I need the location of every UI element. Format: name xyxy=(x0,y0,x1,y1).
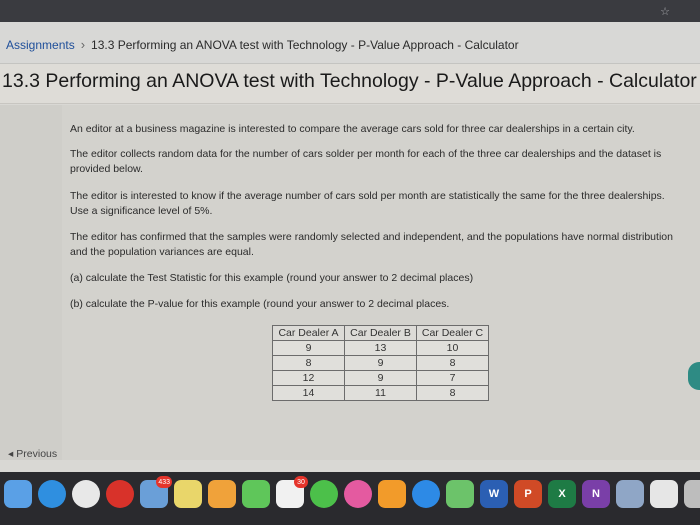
photos-app-icon xyxy=(650,480,678,508)
problem-assumptions-text: The editor has confirmed that the samples were randomly selected and independent, and the populations have normal distribution and the population variances are equal. xyxy=(70,231,673,258)
dock-item-calendar[interactable] xyxy=(276,480,304,508)
dock-item-preview[interactable] xyxy=(616,480,644,508)
table-cell: 12 xyxy=(273,371,345,386)
preview-icon xyxy=(616,480,644,508)
dock-item-trash[interactable] xyxy=(684,480,700,508)
finder-icon xyxy=(4,480,32,508)
table-cell: 9 xyxy=(345,356,417,371)
question-a-text: (a) calculate the Test Statistic for this example (round your answer to 2 decimal places) xyxy=(70,272,474,284)
table-cell: 8 xyxy=(417,356,489,371)
dock-item-mail[interactable] xyxy=(140,480,168,508)
dock-item-itunes[interactable] xyxy=(344,480,372,508)
itunes-icon xyxy=(344,480,372,508)
dock-item-facetime[interactable] xyxy=(310,480,338,508)
breadcrumb-bar xyxy=(0,22,700,64)
safari-icon xyxy=(38,480,66,508)
table-cell: 8 xyxy=(417,386,489,401)
trash-icon xyxy=(684,480,700,508)
dock-item-chrome[interactable] xyxy=(72,480,100,508)
dock-item-photos[interactable] xyxy=(208,480,236,508)
messages-icon xyxy=(242,480,270,508)
dock-badge: 433 xyxy=(156,476,172,488)
app-store-icon xyxy=(412,480,440,508)
dock-item-notes[interactable] xyxy=(174,480,202,508)
problem-question-text: The editor is interested to know if the average number of cars sold per month are statistically the same for the three dealerships. Use a significance level of 5%. xyxy=(70,190,665,217)
dock-item-maps[interactable] xyxy=(446,480,474,508)
breadcrumb-current: 13.3 Performing an ANOVA test with Technology - P-Value Approach - Calculator xyxy=(91,37,519,52)
ibooks-icon xyxy=(378,480,406,508)
dock-item-safari[interactable] xyxy=(38,480,66,508)
previous-label: Previous xyxy=(16,448,58,460)
question-b-text: (b) calculate the P-value for this example (round your answer to 2 decimal places. xyxy=(70,298,450,310)
title-bar xyxy=(0,64,700,104)
dock-item-finder[interactable] xyxy=(4,480,32,508)
notes-icon xyxy=(174,480,202,508)
table-row xyxy=(273,371,489,386)
breadcrumb-separator: › xyxy=(80,37,86,52)
opera-icon xyxy=(106,480,134,508)
table-row xyxy=(273,341,489,356)
problem-data-text: The editor collects random data for the number of cars solder per month for each of the three car dealerships and the dataset is provided below. xyxy=(70,148,662,175)
table-row xyxy=(273,386,489,401)
table-cell: 10 xyxy=(417,341,489,356)
table-cell: 8 xyxy=(273,356,345,371)
table-cell: 9 xyxy=(345,371,417,386)
dock-item-excel[interactable] xyxy=(548,480,576,508)
table-cell: 7 xyxy=(417,371,489,386)
table-cell: 14 xyxy=(273,386,345,401)
dock-item-photos-app[interactable] xyxy=(650,480,678,508)
table-cell: 11 xyxy=(345,386,417,401)
table-cell: 9 xyxy=(273,341,345,356)
table-row xyxy=(273,356,489,371)
dock-shelf xyxy=(0,476,700,512)
dock-badge: 30 xyxy=(294,476,308,488)
page-title: 13.3 Performing an ANOVA test with Technology - P-Value Approach - Calculator xyxy=(2,70,697,92)
powerpoint-icon: P xyxy=(514,480,542,508)
breadcrumb xyxy=(6,37,519,52)
dock-item-word[interactable] xyxy=(480,480,508,508)
maps-icon xyxy=(446,480,474,508)
facetime-icon xyxy=(310,480,338,508)
photos-icon xyxy=(208,480,236,508)
bookmark-star-icon[interactable]: ☆ xyxy=(660,6,670,18)
chevron-left-icon: ◂ xyxy=(8,448,14,460)
dock-item-onenote[interactable] xyxy=(582,480,610,508)
word-icon: W xyxy=(480,480,508,508)
excel-icon: X xyxy=(548,480,576,508)
dock-item-app-store[interactable] xyxy=(412,480,440,508)
dock-item-opera[interactable] xyxy=(106,480,134,508)
table-cell: 13 xyxy=(345,341,417,356)
dock-item-messages[interactable] xyxy=(242,480,270,508)
onenote-icon: N xyxy=(582,480,610,508)
column-header-dealer-a: Car Dealer A xyxy=(273,326,345,341)
breadcrumb-assignments-link[interactable]: Assignments xyxy=(6,37,75,52)
dock-item-powerpoint[interactable] xyxy=(514,480,542,508)
side-chat-bubble[interactable] xyxy=(688,362,700,390)
chrome-icon xyxy=(72,480,100,508)
problem-intro-text: An editor at a business magazine is interested to compare the average cars sold for three car dealerships in a certain city. xyxy=(70,123,635,135)
previous-button[interactable] xyxy=(8,448,57,460)
dealer-data-table xyxy=(272,325,489,401)
column-header-dealer-b: Car Dealer B xyxy=(345,326,417,341)
column-header-dealer-c: Car Dealer C xyxy=(417,326,489,341)
table-header-row xyxy=(273,326,489,341)
browser-topbar xyxy=(0,0,700,22)
dock-item-ibooks[interactable] xyxy=(378,480,406,508)
left-margin xyxy=(0,105,62,460)
